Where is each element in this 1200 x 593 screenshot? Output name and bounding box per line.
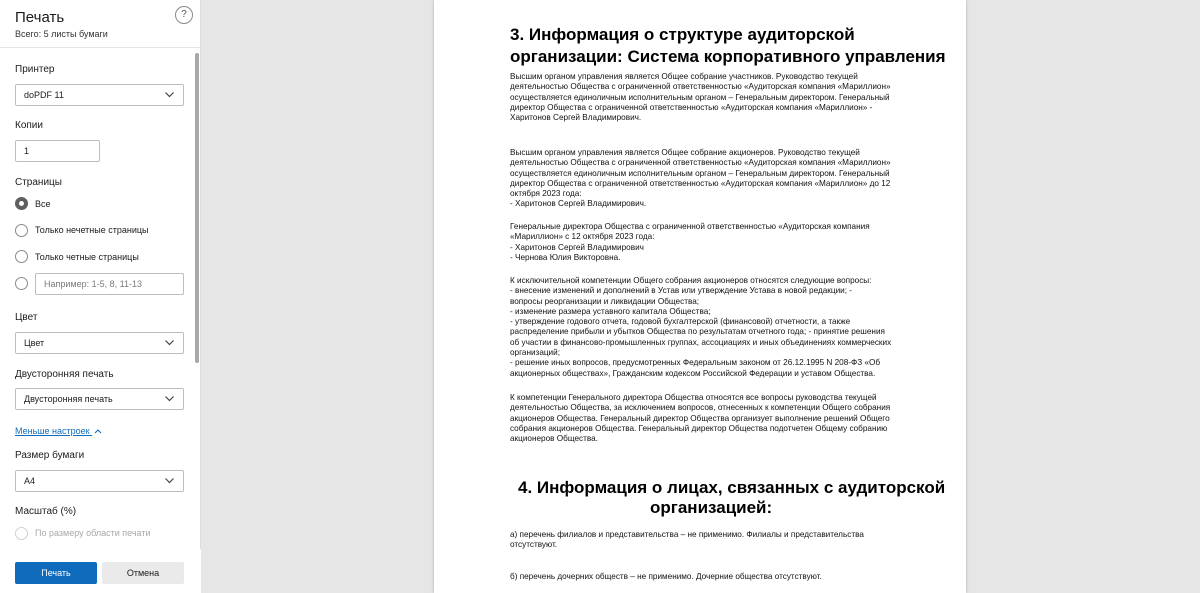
paragraph: Высшим органом управления является Общее собрание акционеров. Руководство текущей деятельностью Общества с ограниченной ответственностью «Аудиторская компания «Мариллион» осуществляется единоличным исполнительным органом – Генеральным директором. Генеральный директор Общества с ограниченной ответственностью «Аудиторская компания «Мариллион» до 12 октября 2023 года: - Харитонов Сергей Владимирович. — [510, 148, 891, 209]
paragraph: Генеральные директора Общества с ограниченной ответственностью «Аудиторская компания «Мариллион» с 12 октября 2023 года: - Харитонов Сергей Владимирович - Чернова Юлия Викторовна. — [510, 222, 870, 262]
panel-header — [0, 0, 201, 48]
duplex-value: Двусторонняя печать — [24, 394, 113, 404]
color-label: Цвет — [15, 312, 38, 323]
chevron-down-icon — [164, 89, 175, 100]
cancel-button[interactable]: Отмена — [102, 562, 184, 584]
print-button[interactable]: Печать — [15, 562, 97, 584]
section-4-heading-line2: организацией: — [650, 498, 773, 517]
paper-size-value: A4 — [24, 476, 36, 486]
section-4-heading-line1: 4. Информация о лицах, связанных с аудиторской — [518, 478, 946, 497]
panel-title: Печать — [15, 9, 65, 26]
section-3-heading-line2: организации: Система корпоративного управления — [510, 47, 946, 66]
print-preview-page — [434, 0, 966, 593]
chevron-down-icon — [164, 337, 175, 348]
help-icon[interactable]: ? — [175, 6, 193, 24]
pages-odd-label: Только нечетные страницы — [35, 225, 149, 235]
copies-input[interactable] — [15, 140, 100, 162]
paragraph: К компетенции Генерального директора Общества относятся все вопросы руководства текущей деятельностью Общества, за исключением вопросов, отнесенных к компетенции Общего собрания акционеров Общества. Генеральный директор Общества организует выполнение решений Общего собрания акционеров Общества. Генеральный директор Общества подотчетен Общему собранию акционеров Общества. — [510, 393, 891, 444]
pages-custom-radio[interactable] — [15, 277, 28, 290]
sheet-count: Всего: 5 листы бумаги — [15, 29, 108, 39]
scale-label: Масштаб (%) — [15, 506, 77, 517]
chevron-down-icon — [164, 393, 175, 404]
chevron-down-icon — [164, 475, 175, 486]
paper-size-select[interactable] — [15, 470, 184, 492]
printer-select[interactable] — [15, 84, 184, 106]
pages-range-input[interactable] — [35, 273, 184, 295]
paragraph: К исключительной компетенции Общего собрания акционеров относятся следующие вопросы: - внесение изменений и дополнений в Устав или утверждение Устава в новой редакции; - вопросы реорганизации и ликвидации Общества; - изменение размера уставного капитала Общества; - утверждение годового отчета, годовой бухгалтерской (финансовой) отчетности, а также распределение прибыли и убытков Общества по результатам отчетного года; - принятие решения об участии в финансово-промышленных группах, ассоциациях и иных объединениях коммерческих организаций; - решение иных вопросов, предусмотренных Федеральным законом от 26.12.1995 N 208-ФЗ «Об акционерных обществах», Гражданским кодексом Российской Федерации и уставом Общества. — [510, 276, 892, 378]
pages-even-label: Только четные страницы — [35, 252, 139, 262]
chevron-up-icon — [94, 428, 102, 434]
pages-odd-radio[interactable] — [15, 224, 28, 237]
color-select[interactable] — [15, 332, 184, 354]
paragraph: б) перечень дочерних обществ – не применимо. Дочерние общества отсутствуют. — [510, 572, 822, 581]
panel-scrollbar[interactable] — [195, 53, 199, 363]
fewer-settings-link[interactable] — [15, 426, 102, 436]
printer-label: Принтер — [15, 64, 55, 75]
pages-even-radio[interactable] — [15, 250, 28, 263]
paragraph: Высшим органом управления является Общее собрание участников. Руководство текущей деятельностью Общества с ограниченной ответственностью «Аудиторская компания «Мариллион» осуществляется единоличным исполнительным органом – Генеральным директором. Генеральный директор Общества с ограниченной ответственностью «Аудиторская компания «Мариллион» - Харитонов Сергей Владимирович. — [510, 72, 891, 123]
settings-scroll-area — [0, 49, 201, 549]
duplex-label: Двусторонняя печать — [15, 369, 114, 380]
copies-label: Копии — [15, 120, 43, 131]
printer-value: doPDF 11 — [24, 90, 64, 100]
scale-fit-label: По размеру области печати — [35, 528, 151, 538]
color-value: Цвет — [24, 338, 45, 348]
paragraph: а) перечень филиалов и представительства – не применимо. Филиалы и представительства отсутствуют. — [510, 530, 864, 550]
pages-label: Страницы — [15, 177, 62, 188]
fewer-settings-label: Меньше настроек — [15, 426, 90, 436]
copies-value: 1 — [24, 146, 30, 156]
section-3-heading-line1: 3. Информация о структуре аудиторской — [510, 25, 855, 44]
pages-all-radio[interactable] — [15, 197, 28, 210]
pages-all-label: Все — [35, 199, 51, 209]
scale-fit-radio[interactable] — [15, 527, 28, 540]
duplex-select[interactable] — [15, 388, 184, 410]
pages-range-placeholder: Например: 1-5, 8, 11-13 — [44, 279, 142, 289]
panel-footer — [0, 549, 201, 593]
paper-size-label: Размер бумаги — [15, 450, 85, 461]
print-settings-panel — [0, 0, 201, 593]
